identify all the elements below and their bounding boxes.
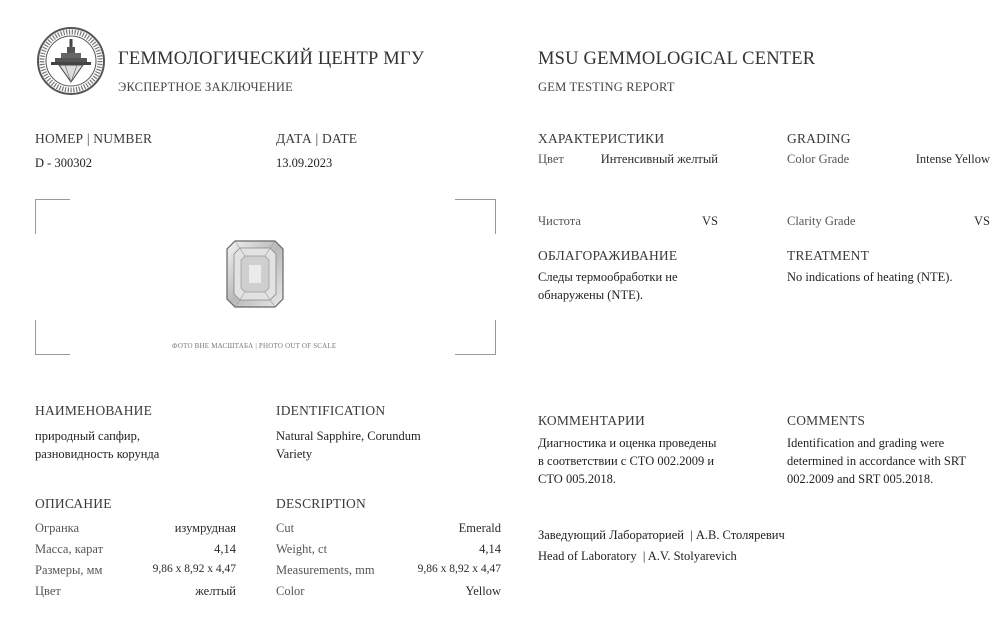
treatment-text-ru: Следы термообработки не обнаружены (NTE). <box>538 270 678 302</box>
desc-value: изумрудная <box>174 521 236 535</box>
desc-value: Yellow <box>465 584 501 598</box>
desc-label: Weight, ct <box>276 542 328 556</box>
desc-value: 4,14 <box>214 542 236 556</box>
clarity-value-en: VS <box>974 214 990 228</box>
desc-label: Measurements, mm <box>276 563 375 577</box>
frame-corner-bottom-right <box>455 320 496 355</box>
subtitle-en: GEM TESTING REPORT <box>538 80 675 94</box>
msu-emblem-logo <box>37 27 105 95</box>
gem-photo <box>225 239 285 309</box>
color-value-ru: Интенсивный желтый <box>600 152 718 166</box>
desc-row-en-color <box>276 584 501 599</box>
subtitle-ru: ЭКСПЕРТНОЕ ЗАКЛЮЧЕНИЕ <box>118 80 293 94</box>
frame-corner-bottom-left <box>35 320 70 355</box>
desc-label: Цвет <box>35 584 61 598</box>
title-ru: ГЕММОЛОГИЧЕСКИЙ ЦЕНТР МГУ <box>118 49 425 69</box>
frame-corner-top-left <box>35 199 70 234</box>
desc-label: Огранка <box>35 521 80 535</box>
desc-label: Cut <box>276 521 295 535</box>
characteristics-heading-ru: ХАРАКТЕРИСТИКИ <box>538 131 665 146</box>
desc-label: Масса, карат <box>35 542 104 556</box>
clarity-value-ru: VS <box>702 214 718 228</box>
desc-value: желтый <box>195 584 236 598</box>
date-value: 13.09.2023 <box>276 156 333 170</box>
comments-heading-en: COMMENTS <box>787 413 866 428</box>
desc-row-en-cut <box>276 521 501 536</box>
photo-caption: ФОТО ВНЕ МАСШТАБА | PHOTO OUT OF SCALE <box>172 342 337 350</box>
color-label-en: Color Grade <box>787 152 850 166</box>
desc-value: Emerald <box>458 521 501 535</box>
desc-row-en-weight <box>276 542 501 557</box>
desc-row-ru-cut <box>35 521 236 536</box>
treatment-heading-en: TREATMENT <box>787 248 870 263</box>
signature-en: Head of Laboratory | A.V. Stolyarevich <box>538 549 737 563</box>
date-label: ДАТА | DATE <box>276 131 358 146</box>
identification-text-en: Natural Sapphire, Corundum Variety <box>276 429 421 461</box>
desc-value: 4,14 <box>479 542 501 556</box>
clarity-label-en: Clarity Grade <box>787 214 856 228</box>
clarity-label-ru: Чистота <box>538 214 581 228</box>
desc-row-ru-weight <box>35 542 236 557</box>
treatment-heading-ru: ОБЛАГОРАЖИВАНИЕ <box>538 248 678 263</box>
desc-row-ru-color <box>35 584 236 599</box>
desc-row-ru-measurements <box>35 563 236 578</box>
signature-ru: Заведующий Лабораторией | А.В. Столяревич <box>538 528 785 542</box>
identification-heading-ru: НАИМЕНОВАНИЕ <box>35 403 153 418</box>
description-heading-ru: ОПИСАНИЕ <box>35 496 112 511</box>
desc-value: 9,86 x 8,92 x 4,47 <box>417 563 501 575</box>
title-en: MSU GEMMOLOGICAL CENTER <box>538 49 816 69</box>
comments-text-ru: Диагностика и оценка проведены в соответствии с СТО 002.2009 и СТО 005.2018. <box>538 436 717 486</box>
desc-label: Color <box>276 584 305 598</box>
color-row-ru <box>538 152 718 167</box>
desc-row-en-measurements <box>276 563 501 578</box>
color-row-en <box>787 152 990 167</box>
identification-text-ru: природный сапфир, разновидность корунда <box>35 429 160 461</box>
color-label-ru: Цвет <box>538 152 564 166</box>
comments-heading-ru: КОММЕНТАРИИ <box>538 413 645 428</box>
number-value: D - 300302 <box>35 156 92 170</box>
grading-heading-en: GRADING <box>787 131 851 146</box>
treatment-text-en: No indications of heating (NTE). <box>787 270 953 284</box>
clarity-row-en <box>787 214 990 229</box>
color-value-en: Intense Yellow <box>915 152 990 166</box>
desc-label: Размеры, мм <box>35 563 103 577</box>
number-label: НОМЕР | NUMBER <box>35 131 153 146</box>
description-heading-en: DESCRIPTION <box>276 496 366 511</box>
desc-value: 9,86 x 8,92 x 4,47 <box>152 563 236 575</box>
comments-text-en: Identification and grading were determined in accordance with SRT 002.2009 and SRT 005.2018. <box>787 436 966 486</box>
clarity-row-ru <box>538 214 718 229</box>
frame-corner-top-right <box>455 199 496 234</box>
identification-heading-en: IDENTIFICATION <box>276 403 386 418</box>
